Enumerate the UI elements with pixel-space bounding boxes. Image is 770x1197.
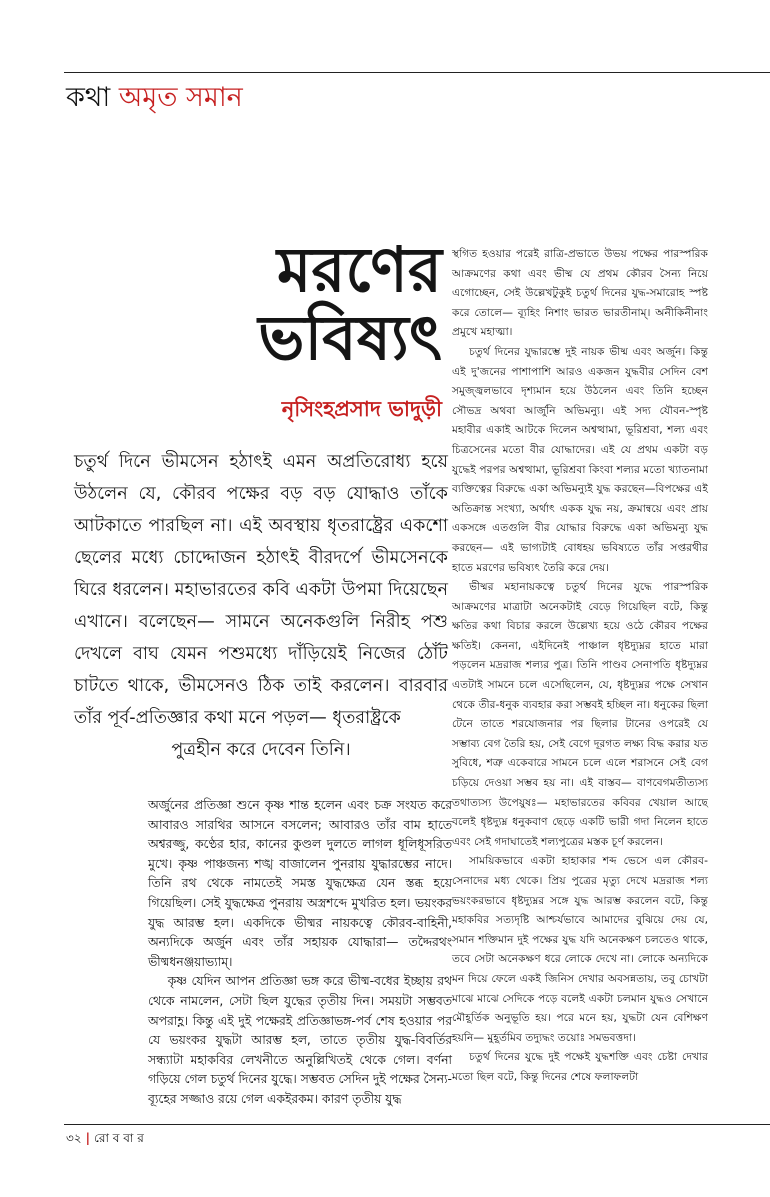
body-paragraph: চতুর্থ দিনের যুদ্ধে দুই পক্ষেই যুদ্ধশক্তি এবং চেষ্টা দেখার মতো ছিল বটে, কিন্তু দিনের শেষে ফলাফলটা: [452, 1050, 708, 1083]
page-number: ৩২: [66, 1131, 82, 1145]
section-title: [66, 80, 243, 116]
body-paragraph: চতুর্থ দিনের যুদ্ধারম্ভে দুই নায়ক ভীষ্ম এবং অর্জুন। কিন্তু এই দু'জনের পাশাপাশি আরও একজন যুদ্ধবীর সেদিন বেশ সমুজ্জ্বলভাবে দৃশ্যমান হয়ে উঠলেন এবং তিনি হচ্ছেন সৌভদ্র অথবা আর্জুনি অভিমন্যু। এই সদ্য যৌবন-স্পৃষ্ট মহাবীর একাই আটকে দিলেন অশ্বত্থামা, ভূরিশ্রবা, শল্য এবং চিত্রসেনের মতো বীর যোদ্ধাদের। এই যে প্রথম একটা বড় যুদ্ধেই পরপর অশ্বত্থামা, ভূরিশ্রবা কিংবা শল্যর মতো খ্যাতনামা ব্যক্তিত্বের বিরুদ্ধে একা অভিমন্যুই যুদ্ধ করছেন—বিপক্ষের এই অতিক্রান্ত সংখ্যা, অর্থাৎ একক যুদ্ধ নয়, ক্রমান্বয়ে এবং প্রায় একসঙ্গে এতগুলি বীর যোদ্ধার বিরুদ্ধে একা অভিমন্যু যুদ্ধ করছেন— এই ভাগ্যটাই বোধহয় ভবিষ্যতে তাঁর সপ্তরথীর হাতে মরণের ভবিষ্যৎ তৈরি করে দেয়।: [452, 344, 708, 574]
footer-rule: [64, 1124, 770, 1125]
body-paragraph: কৃষ্ণ যেদিন আপন প্রতিজ্ঞা ভঙ্গ করে ভীষ্ম-বধের ইচ্ছায় রথ থেকে নামলেন, সেটা ছিল যুদ্ধের তৃতীয় দিন। সময়টা সম্ভবত অপরাহ্ণ। কিন্তু এই দুই পক্ষেরই প্রতিজ্ঞাভঙ্গ-পর্ব শেষ হওয়ার পর যে ভয়ংকর যুদ্ধটা আরম্ভ হল, তাতে তৃতীয় যুদ্ধ-বিবর্তির সন্ধ্যাটা মহাকবির লেখনীতে অনুল্লিখিতই থেকে গেল। বর্ণনা গড়িয়ে গেল চতুর্থ দিনের যুদ্ধে। সম্ভবত সেদিন দুই পক্ষের সৈন্য-ব্যূহের সজ্জাও রয়ে গেল একইরকম। কারণ তৃতীয় যুদ্ধ: [148, 974, 452, 1106]
footer-separator: |: [85, 1131, 90, 1145]
lead-paragraph: [74, 446, 448, 766]
title-line-2: ভবিষ্যৎ: [258, 301, 442, 374]
section-label: কথা: [66, 82, 111, 113]
body-paragraph: অর্জুনের প্রতিজ্ঞা শুনে কৃষ্ণ শান্ত হলেন এবং চক্র সংযত করে আবারও সারথির আসনে বসলেন; আবারও তাঁর বাম হাতে অশ্বরজ্জু, কণ্ঠের হার, কানের কুণ্ডল দুলতে লাগল ধূলিধূসরিত মুখে। কৃষ্ণ পাঞ্চজন্য শঙ্খ বাজালেন পুনরায় যুদ্ধারম্ভের নাদে। তিনি রথ থেকে নামতেই সমস্ত যুদ্ধক্ষেত্র যেন স্তব্ধ হয়ে গিয়েছিল। সেই যুদ্ধক্ষেত্র পুনরায় অস্ত্রশব্দে মুখরিত হল। ভয়ংকর যুদ্ধ আরম্ভ হল। একদিকে ভীষ্মর নায়কত্বে কৌরব-বাহিনী, অন্যদিকে অর্জুন এবং তাঁর সহায়ক যোদ্ধারা— তদ্দৈরথং ভীষ্মধনঞ্জয়াভ্যাম্।: [148, 798, 452, 969]
section-highlight: অমৃত সমান: [118, 82, 243, 113]
page-footer: [66, 1130, 144, 1150]
body-paragraph: সাময়িকভাবে একটা হাহাকার শব্দ ভেসে এল কৌরব-সেনাদের মধ্য থেকে। প্রিয় পুত্রের মৃত্যু দেখে মদ্ররাজ শল্য ভয়ংকরভাবে ধৃষ্টদ্যুম্নর সঙ্গে যুদ্ধ আরম্ভ করলেন বটে, কিন্তু মহাকবির সত্যদৃষ্টি আশ্চর্যভাবে আমাদের বুঝিয়ে দেয় যে, সমান শক্তিমান দুই পক্ষের যুদ্ধ যদি অনেকক্ষণ চলতেও থাকে, তবে সেটা অনেকক্ষণ ধরে লোকে দেখে না। লোকে অন্যদিকে মন দিয়ে ফেলে একই জিনিস দেখার অবসন্নতায়, তবু চোখটা মাঝে মাঝে সেদিকে পড়ে বলেই একটা চলমান যুদ্ধও সেখানে মৌহূর্তিক অনুভূতি হয়। পরে মনে হয়, যুদ্ধটা যেন বেশিক্ষণ হয়নি— মুহূর্তমিব তদ্যুদ্ধং তয়োঃ সমভবত্তদা।: [452, 854, 708, 1044]
article-title: [230, 233, 442, 374]
title-line-1: মরণের: [276, 233, 442, 306]
magazine-name: রো ব বা র: [94, 1131, 144, 1145]
header-rule: [64, 72, 770, 73]
body-column-left: [148, 796, 452, 1110]
body-paragraph: ভীষ্মর মহানায়কত্বে চতুর্থ দিনের যুদ্ধে পারস্পরিক আক্রমণের মাত্রাটা অনেকটাই বেড়ে গিয়েছিল বটে, কিন্তু ক্ষতির কথা বিচার করলে উল্লেখ্য হয়ে ওঠে কৌরব পক্ষের ক্ষতিই। কেননা, এইদিনেই পাঞ্চাল ধৃষ্টদ্যুম্নর হাতে মারা পড়লেন মদ্ররাজ শল্যর পুত্র। তিনি পাণ্ডব সেনাপতি ধৃষ্টদ্যুম্নর এতটাই সামনে চলে এসেছিলেন, যে, ধৃষ্টদ্যুম্নর পক্ষে সেখান থেকে তীর-ধনুক ব্যবহার করা সম্ভবই হচ্ছিল না। ধনুকের ছিলা টেনে তাতে শরযোজনার পর ছিলার টানের ওপরেই যে সম্ভাব্য বেগ তৈরি হয়, সেই বেগে দূরগত লক্ষ্য বিদ্ধ করার যত সুবিধে, শত্রু একেবারে সামনে চলে এলে শরাসনে সেই বেগ চড়িয়ে দেওয়া সম্ভব হয় না। এই বাস্তব— বাণবেগমতীত্যস্য তথাত্যস্য উপেয়ুষঃ— মহাভারতের কবিবর খেয়াল আছে বলেই ধৃষ্টদ্যুম্ন ধনুকবাণ ছেড়ে একটি ভারী গদা নিলেন হাতে এবং সেই গদাঘাতেই শল্যপুত্রের মস্তক চূর্ণ করলেন।: [452, 580, 708, 848]
body-paragraph: স্থগিত হওয়ার পরেই রাত্রি-প্রভাতে উভয় পক্ষের পারস্পরিক আক্রমণের কথা এবং ভীষ্ম যে প্রথম কৌরব সৈন্য নিয়ে এগোচ্ছেন, সেই উল্লেখটুকুই চতুর্থ দিনের যুদ্ধ-সমারোহ স্পষ্ট করে তোলে— ব্যূহিং নিশাং ভারত ভারতীনাম্। অনীকিনীনাং প্রমুখে মহাত্মা।: [452, 247, 708, 339]
author-byline: নৃসিংহপ্রসাদ ভাদুড়ী: [281, 397, 442, 421]
lead-last-line: পুত্রহীন করে দেবেন তিনি।: [171, 740, 351, 760]
lead-text: চতুর্থ দিনে ভীমসেন হঠাৎই এমন অপ্রতিরোধ্য হয়ে উঠলেন যে, কৌরব পক্ষের বড় বড় যোদ্ধাও তাঁকে আটকাতে পারছিল না। এই অবস্থায় ধৃতরাষ্ট্রের একশো ছেলের মধ্যে চোদ্দোজন হঠাৎই বীরদর্পে ভীমসেনকে ঘিরে ধরলেন। মহাভারতের কবি একটা উপমা দিয়েছেন এখানে। বলেছেন— সামনে অনেকগুলি নিরীহ পশু দেখলে বাঘ যেমন পশুমধ্যে দাঁড়িয়েই নিজের ঠোঁট চাটতে থাকে, ভীমসেনও ঠিক তাই করলেন। বারবার তাঁর পূর্ব-প্রতিজ্ঞার কথা মনে পড়ল— ধৃতরাষ্ট্রকে: [74, 452, 448, 728]
body-column-right: [452, 244, 708, 1087]
